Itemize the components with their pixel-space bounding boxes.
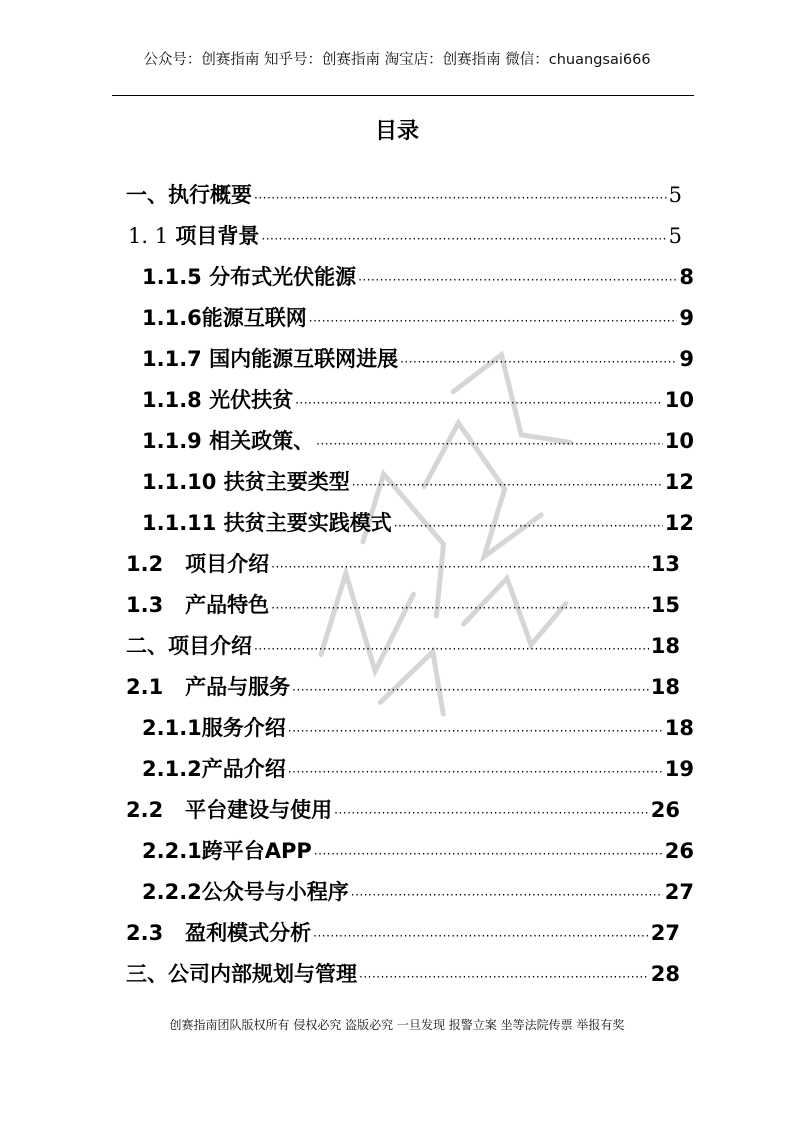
- toc-entry-page: 27: [664, 880, 694, 904]
- toc-leader: [352, 470, 663, 500]
- toc-entry-label: 1.1.7 国内能源互联网进展: [142, 347, 399, 371]
- toc-leader: [295, 388, 663, 418]
- toc-entry-label: 1.1.11 扶贫主要实践模式: [142, 511, 392, 535]
- toc-entry-label: 2.1.2产品介绍: [142, 757, 286, 781]
- toc-entry-page: 10: [664, 429, 694, 453]
- toc-leader: [254, 183, 667, 213]
- toc-entry-page: 18: [650, 675, 680, 699]
- toc-leader: [261, 224, 666, 254]
- header-divider: [112, 95, 694, 96]
- toc-entry-page: 12: [664, 511, 694, 535]
- toc-leader: [359, 962, 649, 992]
- toc-entry-label: 1.3 产品特色: [126, 593, 270, 617]
- toc-entry-label-group: [128, 221, 259, 251]
- toc-entry-page: 8: [679, 265, 694, 289]
- toc-entry[interactable]: [142, 713, 694, 743]
- toc-entry[interactable]: [126, 549, 680, 579]
- toc-leader: [334, 798, 649, 828]
- toc-title: 目录: [374, 119, 419, 144]
- toc-entry-label: 1.1.5 分布式光伏能源: [142, 265, 357, 289]
- toc-entry[interactable]: [128, 221, 682, 251]
- toc-entry-number: 1. 1: [128, 224, 169, 248]
- toc-entry-page: 18: [650, 634, 680, 658]
- toc-leader: [309, 306, 678, 336]
- toc-entry-page: 5: [668, 183, 682, 207]
- toc-entry[interactable]: [126, 631, 680, 661]
- toc-entry-label: 2.1 产品与服务: [126, 675, 291, 699]
- toc-entry[interactable]: [142, 467, 694, 497]
- toc-entry[interactable]: [142, 262, 694, 292]
- toc-entry[interactable]: [142, 754, 694, 784]
- page-header: 公众号：创赛指南 知乎号：创赛指南 淘宝店：创赛指南 微信：chuangsai666: [143, 52, 651, 68]
- toc-entry-label: 2.2 平台建设与使用: [126, 798, 333, 822]
- toc-leader: [358, 265, 677, 295]
- toc-entry-label: 二、项目介绍: [126, 634, 252, 658]
- toc-leader: [316, 429, 663, 459]
- toc-entry-label: 1.2 项目介绍: [126, 552, 270, 576]
- toc-entry-page: 13: [650, 552, 680, 576]
- toc-entry[interactable]: [126, 918, 680, 948]
- toc-entry-label: 2.1.1服务介绍: [142, 716, 286, 740]
- toc-entry-label: 2.3 盈利模式分析: [126, 921, 312, 945]
- toc-entry[interactable]: [142, 836, 694, 866]
- toc-entry[interactable]: [142, 303, 694, 333]
- toc-entry[interactable]: [142, 344, 694, 374]
- page-footer: 创赛指南团队版权所有 侵权必究 盗版必究 一旦发现 报警立案 坐等法院传票 举报有奖: [169, 1018, 625, 1032]
- toc-leader: [288, 757, 663, 787]
- toc-leader: [288, 716, 663, 746]
- toc-entry[interactable]: [142, 508, 694, 538]
- toc-entry-page: 18: [664, 716, 694, 740]
- toc-leader: [313, 921, 649, 951]
- toc-entry-page: 26: [650, 798, 680, 822]
- toc-entry[interactable]: [142, 877, 694, 907]
- toc-entry[interactable]: [126, 795, 680, 825]
- toc-leader: [254, 634, 649, 664]
- toc-entry-label: 1.1.9 相关政策、: [142, 429, 315, 453]
- toc-leader: [351, 880, 663, 910]
- toc-leader: [271, 552, 649, 582]
- toc-entry[interactable]: [142, 385, 694, 415]
- toc-entry-page: 27: [650, 921, 680, 945]
- toc-entry-page: 26: [664, 839, 694, 863]
- toc-entry-label: 2.2.1跨平台APP: [142, 839, 312, 863]
- toc-entry-label: 2.2.2公众号与小程序: [142, 880, 349, 904]
- toc-leader: [314, 839, 663, 869]
- toc-entry-label: 1.1.6能源互联网: [142, 306, 307, 330]
- toc-entry-page: 5: [668, 224, 682, 248]
- toc-entry-label: 1.1.10 扶贫主要类型: [142, 470, 350, 494]
- toc-entry-page: 9: [679, 347, 694, 371]
- toc-entry-label: 项目背景: [175, 224, 260, 248]
- toc-entry-page: 9: [679, 306, 694, 330]
- toc-entry-label: 一、执行概要: [126, 183, 252, 207]
- toc-leader: [271, 593, 649, 623]
- toc-entry-page: 28: [650, 962, 680, 986]
- toc-entry-page: 10: [664, 388, 694, 412]
- toc-entry-page: 15: [650, 593, 680, 617]
- toc-entry-page: 19: [664, 757, 694, 781]
- toc-entry-label: 1.1.8 光伏扶贫: [142, 388, 294, 412]
- toc-entry[interactable]: [126, 180, 682, 210]
- toc-leader: [394, 511, 663, 541]
- toc-leader: [400, 347, 677, 377]
- toc-entry-page: 12: [664, 470, 694, 494]
- toc-entry[interactable]: [126, 672, 680, 702]
- toc-entry[interactable]: [126, 959, 680, 989]
- toc-entry[interactable]: [142, 426, 694, 456]
- toc-entry[interactable]: [126, 590, 680, 620]
- toc-entry-label: 三、公司内部规划与管理: [126, 962, 357, 986]
- toc-leader: [292, 675, 649, 705]
